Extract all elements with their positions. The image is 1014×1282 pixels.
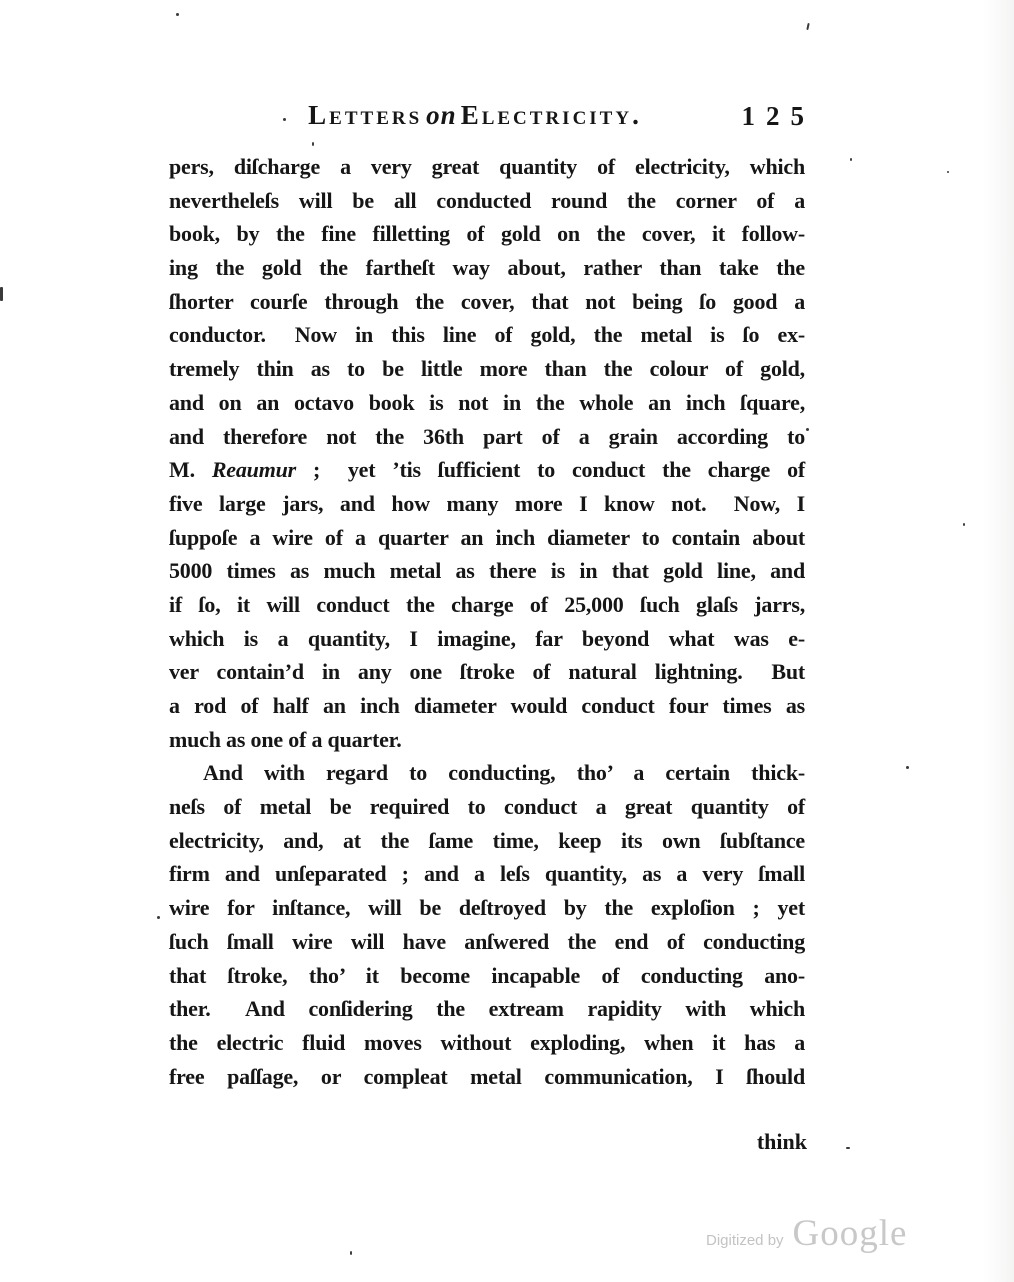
page-title <box>308 100 642 131</box>
text-line: ſhorter courſe through the cover, that not being ſo good a <box>169 288 805 314</box>
text-line: electricity, and, at the ſame time, keep its own ſubſtance <box>169 827 805 853</box>
text-line: And with regard to conducting, tho’ a certain thick- <box>203 760 805 786</box>
scan-speck <box>963 523 965 526</box>
text-line: conductor. Now in this line of gold, the metal is ſo ex- <box>169 322 805 348</box>
text-line: ther. And conſidering the extream rapidity with which <box>169 996 805 1022</box>
running-head <box>169 100 815 140</box>
scan-speck <box>906 766 909 769</box>
page-number: 125 <box>741 101 815 131</box>
text-line: tremely thin as to be little more than the colour of gold, <box>169 356 805 382</box>
scan-speck <box>850 158 852 161</box>
text-line: book, by the fine filletting of gold on the cover, it follow- <box>169 221 805 247</box>
text-line: wire for inſtance, will be deſtroyed by the exploſion ; yet <box>169 895 805 921</box>
text-line: which is a quantity, I imagine, far beyond what was e- <box>169 625 805 651</box>
text-line: and therefore not the 36th part of a grain according to <box>169 423 805 449</box>
text-line: and on an octavo book is not in the whole an inch ſquare, <box>169 389 805 415</box>
body-text-block <box>169 150 805 1093</box>
text-line: five large jars, and how many more I know not. Now, I <box>169 490 805 516</box>
text-line: pers, diſcharge a very great quantity of electricity, which <box>169 154 805 179</box>
text-line: nevertheleſs will be all conducted round the corner of a <box>169 187 805 213</box>
scan-speck <box>846 1147 850 1149</box>
digitized-by-label: Digitized by <box>706 1232 784 1249</box>
text-line: a rod of half an inch diameter would conduct four times as <box>169 693 805 718</box>
title-word-electricity: Electricity. <box>460 100 642 130</box>
text-line: ſuch ſmall wire will have anſwered the end of conducting <box>169 928 805 954</box>
scan-speck <box>350 1251 352 1255</box>
text-line: firm and unſeparated ; and a leſs quantity, as a very ſmall <box>169 861 805 887</box>
scan-speck <box>157 916 160 919</box>
digitization-footer <box>706 1212 907 1255</box>
title-word-on: on <box>426 100 457 130</box>
scan-speck <box>0 287 3 301</box>
text-line: much as one of a quarter. <box>169 726 402 752</box>
text-line: ing the gold the fartheſt way about, rather than take the <box>169 255 805 281</box>
scan-speck <box>176 13 179 16</box>
text-line: M. Reaumur ; yet ’tis ſufficient to conduct the charge of <box>169 457 805 483</box>
scan-speck <box>806 428 809 431</box>
text-line: that ſtroke, tho’ it become incapable of conducting ano- <box>169 962 805 988</box>
scan-speck <box>283 118 286 121</box>
scan-speck <box>947 171 949 173</box>
google-logo: Google <box>792 1213 908 1254</box>
text-line: free paſſage, or compleat metal communication, I ſhould <box>169 1063 805 1089</box>
text-line: neſs of metal be required to conduct a great quantity of <box>169 794 805 820</box>
text-line: 5000 times as much metal as there is in that gold line, and <box>169 558 805 584</box>
catchword: think <box>756 1129 807 1154</box>
scan-speck <box>312 142 314 146</box>
text-line: the electric fluid moves without exploding, when it has a <box>169 1029 805 1055</box>
text-line: if ſo, it will conduct the charge of 25,000 ſuch glaſs jarrs, <box>169 591 805 617</box>
text-line: ſuppoſe a wire of a quarter an inch diameter to contain about <box>169 524 805 550</box>
scan-speck <box>806 23 809 30</box>
text-line: ver contain’d in any one ſtroke of natural lightning. But <box>169 659 805 685</box>
title-word-letters: Letters <box>308 100 423 130</box>
